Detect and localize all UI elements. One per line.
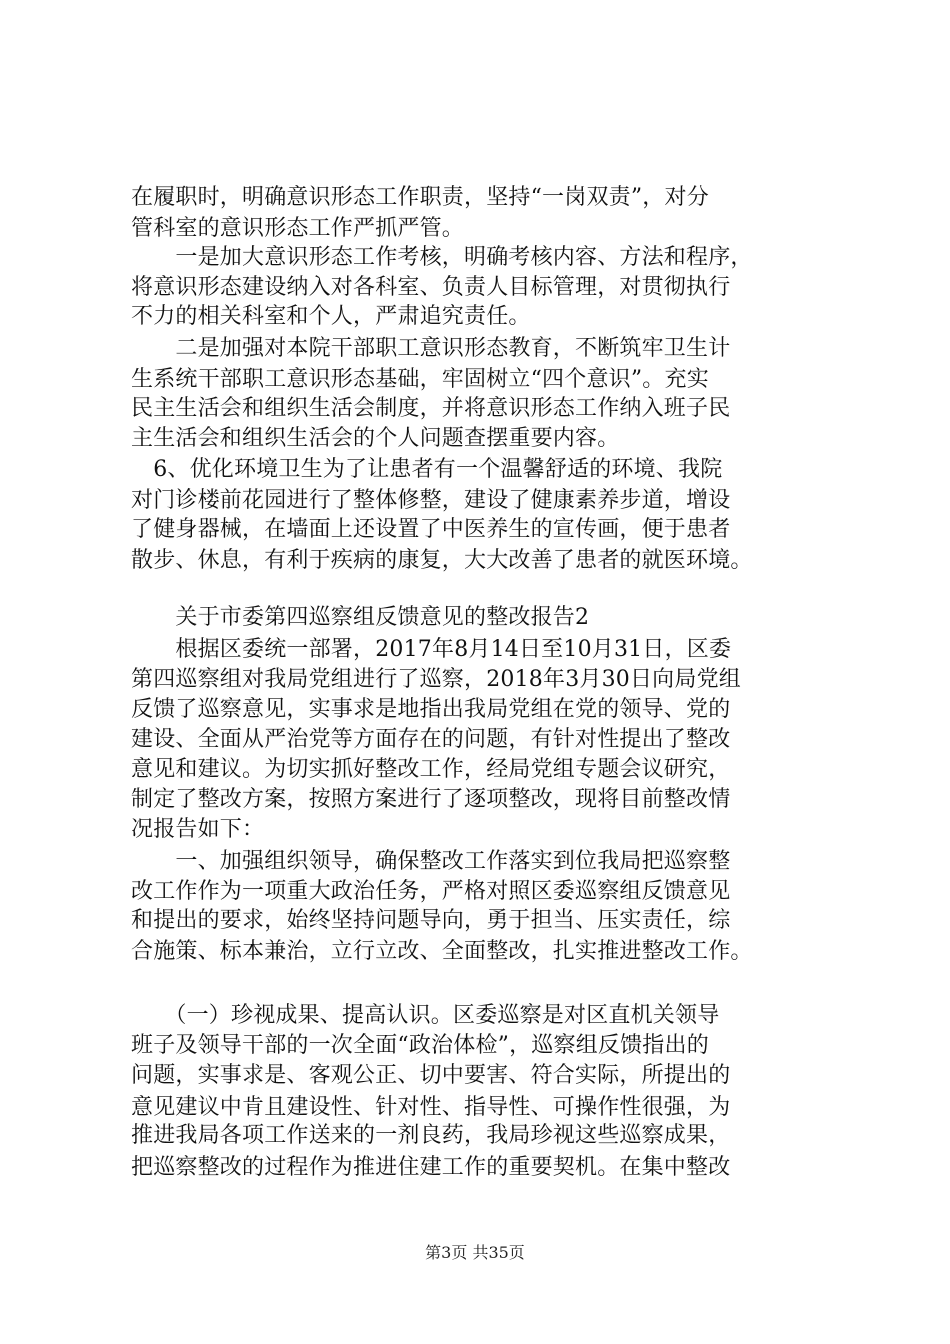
- text-line: 根据区委统一部署，2017年8月14日至10月31日，区委: [131, 637, 732, 662]
- text-line: 改工作作为一项重大政治任务，严格对照区委巡察组反馈意见: [131, 879, 731, 904]
- text-line: 合施策、标本兼治，立行立改、全面整改，扎实推进整改工作。: [131, 939, 753, 964]
- text-line: 意见建议中肯且建设性、针对性、指导性、可操作性很强，为: [131, 1095, 731, 1120]
- text-line: 把巡察整改的过程作为推进住建工作的重要契机。在集中整改: [131, 1155, 731, 1180]
- text-line: （一）珍视成果、提高认识。区委巡察是对区直机关领导: [131, 1003, 720, 1028]
- text-line: 第四巡察组对我局党组进行了巡察，2018年3月30日向局党组: [131, 667, 741, 692]
- text-line: 将意识形态建设纳入对各科室、负责人目标管理，对贯彻执行: [131, 275, 731, 300]
- text-line: 反馈了巡察意见，实事求是地指出我局党组在党的领导、党的: [131, 697, 731, 722]
- text-line: 一、加强组织领导，确保整改工作落实到位我局把巡察整: [131, 849, 731, 874]
- text-line: 不力的相关科室和个人，严肃追究责任。: [131, 304, 531, 329]
- text-line: 生系统干部职工意识形态基础，牢固树立“四个意识”。充实: [131, 367, 709, 392]
- text-line: 意见和建议。为切实抓好整改工作，经局党组专题会议研究，: [131, 757, 731, 782]
- text-line: 关于市委第四巡察组反馈意见的整改报告2: [131, 605, 590, 630]
- text-line: 一是加大意识形态工作考核，明确考核内容、方法和程序，: [131, 245, 753, 270]
- text-line: 散步、休息，有利于疾病的康复，大大改善了患者的就医环境。: [131, 548, 753, 573]
- text-line: 民主生活会和组织生活会制度，并将意识形态工作纳入班子民: [131, 396, 731, 421]
- text-line: 制定了整改方案，按照方案进行了逐项整改，现将目前整改情: [131, 787, 731, 812]
- text-line: 在履职时，明确意识形态工作职责，坚持“一岗双责”，对分: [131, 185, 709, 210]
- text-line: 建设、全面从严治党等方面存在的问题，有针对性提出了整改: [131, 727, 731, 752]
- text-line: 问题，实事求是、客观公正、切中要害、符合实际，所提出的: [131, 1063, 731, 1088]
- text-line: 班子及领导干部的一次全面“政治体检”，巡察组反馈指出的: [131, 1033, 709, 1058]
- text-line: 对门诊楼前花园进行了整体修整，建设了健康素养步道，增设: [131, 488, 731, 513]
- text-line: 况报告如下：: [131, 817, 265, 842]
- text-line: 了健身器械，在墙面上还设置了中医养生的宣传画，便于患者: [131, 517, 731, 542]
- page-footer: 第3页 共35页: [425, 1243, 525, 1262]
- text-line: 主生活会和组织生活会的个人问题查摆重要内容。: [131, 426, 620, 451]
- text-line: 二是加强对本院干部职工意识形态教育，不断筑牢卫生计: [131, 336, 731, 361]
- text-line: 管科室的意识形态工作严抓严管。: [131, 216, 465, 241]
- text-line: 推进我局各项工作送来的一剂良药，我局珍视这些巡察成果，: [131, 1123, 731, 1148]
- text-line: 和提出的要求，始终坚持问题导向，勇于担当、压实责任，综: [131, 908, 731, 933]
- text-line: 6、优化环境卫生为了让患者有一个温馨舒适的环境、我院: [131, 457, 723, 482]
